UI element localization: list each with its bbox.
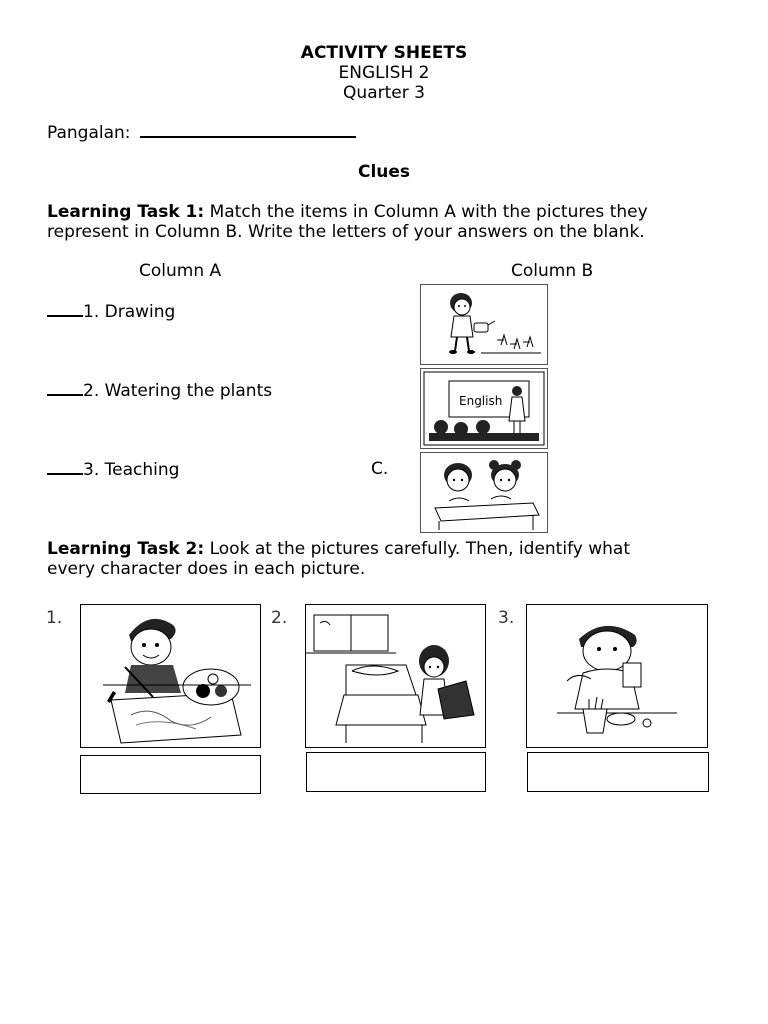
- item-2-label: 2. Watering the plants: [83, 381, 273, 401]
- task1-instructions: [47, 202, 747, 242]
- item-3-label: 3. Teaching: [83, 460, 180, 480]
- girl-watering-plants-picture: [420, 284, 548, 365]
- quarter-line: Quarter 3: [343, 83, 425, 103]
- name-label: Pangalan:: [47, 123, 131, 143]
- girl-watering-plants-illustration: [421, 285, 547, 364]
- item-1-label: 1. Drawing: [83, 302, 176, 322]
- name-field: [47, 122, 356, 143]
- boy-eating-illustration: [527, 605, 707, 747]
- answer-box-3[interactable]: [527, 752, 709, 792]
- panel-number-2: 2.: [271, 608, 288, 628]
- answer-blank-2[interactable]: [47, 380, 83, 396]
- answer-blank-1[interactable]: [47, 301, 83, 317]
- task1-text-line2: represent in Column B. Write the letters of your answers on the blank.: [47, 222, 645, 242]
- task2-text-line2: every character does in each picture.: [47, 559, 366, 579]
- task1-title: Learning Task 1:: [47, 202, 205, 222]
- girl-making-bed-picture: [305, 604, 486, 748]
- teacher-classroom-picture: [420, 368, 548, 449]
- panel-number-3: 3.: [498, 608, 515, 628]
- teacher-classroom-illustration: [421, 369, 547, 448]
- answer-box-2[interactable]: [306, 752, 486, 792]
- column-b-header: Column B: [511, 261, 594, 281]
- task2-instructions: [47, 539, 747, 579]
- item-1: [47, 301, 175, 322]
- option-letter-c: C.: [371, 459, 389, 479]
- boy-painting-picture: [80, 604, 261, 748]
- column-a-header: Column A: [139, 261, 222, 281]
- name-blank-line[interactable]: [140, 122, 356, 138]
- girl-making-bed-illustration: [306, 605, 485, 747]
- item-3: [47, 459, 179, 480]
- panel-number-1: 1.: [46, 608, 63, 628]
- item-2: [47, 380, 272, 401]
- children-drawing-illustration: [421, 453, 547, 532]
- sheet-title: ACTIVITY SHEETS: [300, 43, 468, 63]
- task2-title: Learning Task 2:: [47, 539, 205, 559]
- task2-text-line1: Look at the pictures carefully. Then, identify what: [209, 539, 630, 559]
- answer-box-1[interactable]: [80, 755, 261, 794]
- task1-text-line1: Match the items in Column A with the pictures they: [209, 202, 648, 222]
- children-drawing-picture: [420, 452, 548, 533]
- answer-blank-3[interactable]: [47, 459, 83, 475]
- clues-heading: Clues: [357, 162, 411, 182]
- boy-eating-picture: [526, 604, 708, 748]
- subject-line: ENGLISH 2: [338, 63, 430, 83]
- board-text: English: [459, 394, 503, 408]
- boy-painting-illustration: [81, 605, 260, 747]
